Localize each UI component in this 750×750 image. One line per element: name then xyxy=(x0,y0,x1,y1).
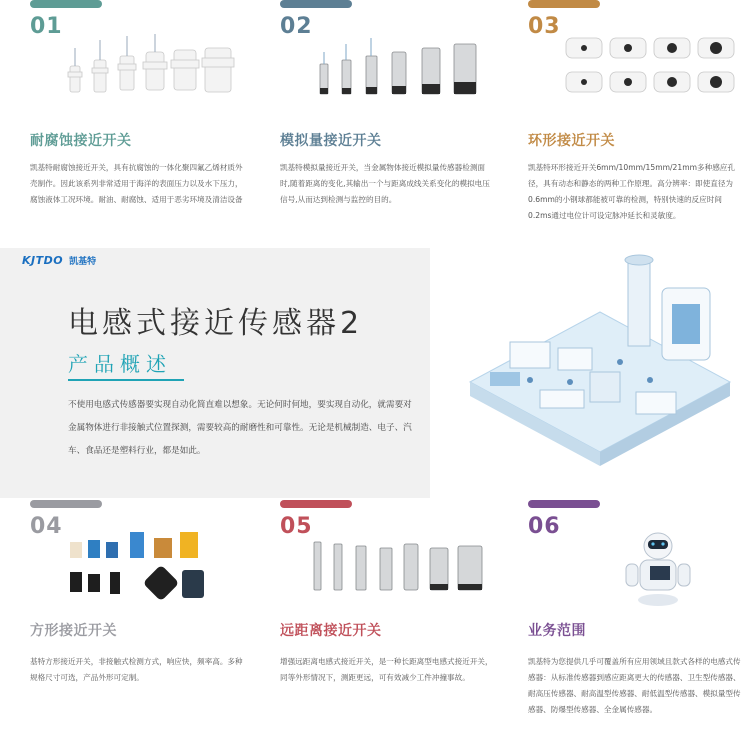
card-accent-bar xyxy=(528,500,600,508)
card-description: 基特方形接近开关，非接触式检测方式，响应快，频率高。多种规格尺寸可选，产品外形可定制。 xyxy=(30,657,243,682)
card-accent-bar xyxy=(280,0,352,8)
overview-banner xyxy=(0,248,750,498)
section-subtitle: 产品概述 xyxy=(68,352,172,376)
isometric-smart-factory-icon xyxy=(450,252,740,496)
card-accent-bar xyxy=(30,500,102,508)
card-accent-bar xyxy=(30,0,102,8)
card-title: 远距离接近开关 xyxy=(280,623,382,639)
card-number: 05 xyxy=(280,514,313,539)
robot-icon xyxy=(548,528,748,608)
card-title: 业务范围 xyxy=(528,623,586,639)
card-number: 04 xyxy=(30,514,63,539)
card-title: 环形接近开关 xyxy=(528,133,615,149)
subtitle-underline xyxy=(68,379,184,381)
card-accent-bar xyxy=(280,500,352,508)
card-title: 模拟量接近开关 xyxy=(280,133,382,149)
ring-sensors-icon xyxy=(548,28,748,106)
brand-logo xyxy=(22,254,96,267)
card-description: 凯基特为您提供几乎可覆盖所有应用领域且款式各样的电感式传感器：从标准传感器到感应距离更大的传感器、卫生型传感器、耐高压传感器、耐高温型传感器、耐低温型传感器、模拟量型传感器、防爆型传感器、全金属传感器。 xyxy=(528,657,741,714)
card-description: 凯基特环形接近开关6mm/10mm/15mm/21mm多种感应孔径，具有动态和静态的两种工作原理。高分辨率：即使直径为0.6mm的小钢球都能被可靠的检测，特别快速的反应时间0.2ms通过电位计可设定脉冲延长和灵敏度。 xyxy=(528,163,735,220)
card-title: 耐腐蚀接近开关 xyxy=(30,133,132,149)
card-number: 01 xyxy=(30,14,63,39)
long-range-sensors-icon xyxy=(300,528,500,608)
card-number: 02 xyxy=(280,14,313,39)
page-title: 电感式接近传感器2 xyxy=(68,306,364,341)
card-description: 增强远距离电感式接近开关，是一种长距离型电感式接近开关，同等外形情况下，测距更远，可有效减少工件冲撞事故。 xyxy=(280,657,493,682)
overview-text: 不使用电感式传感器要实现自动化简直难以想象。无论何时何地，要实现自动化，就需要对金属物体进行非接触式位置探测，需要较高的耐磨性和可靠性。无论是机械制造、电子、汽车、食品还是塑料行业，都是如此。 xyxy=(68,400,412,456)
card-description: 凯基特模拟量接近开关，当金属物体接近模拟量传感器检测面时,随着距离的变化,其输出一个与距离成线关系变化的模拟电压信号,从而达到检测与监控的目的。 xyxy=(280,163,490,204)
card-number: 03 xyxy=(528,14,561,39)
card-title: 方形接近开关 xyxy=(30,623,117,639)
white-cylindrical-sensors-icon xyxy=(50,28,250,106)
logo-mark: KJTDO xyxy=(22,254,64,267)
card-description: 凯基特耐腐蚀接近开关，具有抗腐蚀的一体化聚四氟乙烯材质外壳制作。因此该系列非常适用于海洋的表面压力以及水下压力，腐蚀液体工况环境。耐油、耐腐蚀、适用于恶劣环境及清洁设备 xyxy=(30,163,243,204)
metal-cylindrical-sensors-icon xyxy=(300,28,500,106)
logo-text: 凯基特 xyxy=(69,257,97,267)
card-accent-bar xyxy=(528,0,600,8)
square-sensors-icon xyxy=(50,528,250,608)
card-number: 06 xyxy=(528,514,561,539)
